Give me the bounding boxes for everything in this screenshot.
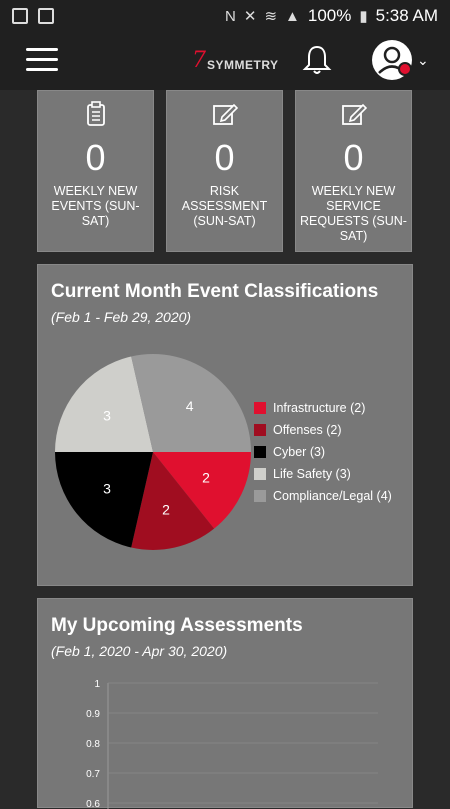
clock: 5:38 AM (375, 6, 438, 25)
tile-weekly-new-service-requests[interactable] (295, 90, 412, 252)
legend-item[interactable] (254, 397, 392, 419)
mute-icon: ✕ (243, 8, 257, 25)
card-subtitle: (Feb 1, 2020 - Apr 30, 2020) (51, 643, 228, 659)
tile-risk-assessment[interactable] (166, 90, 283, 252)
legend-label: Cyber (3) (273, 445, 326, 459)
legend-item[interactable] (254, 441, 392, 463)
y-tick-label: 1 (94, 679, 100, 690)
signal-icon: ▲ (285, 7, 300, 25)
wifi-icon: ≋ (264, 8, 278, 25)
dashboard (0, 90, 450, 809)
legend-swatch (254, 490, 266, 502)
legend-label: Life Safety (3) (273, 467, 351, 481)
legend-label: Offenses (2) (273, 423, 342, 437)
app-header (0, 32, 450, 90)
pie-value-label: 3 (103, 407, 111, 424)
tile-count: 0 (343, 137, 364, 178)
pie-chart[interactable] (48, 347, 258, 557)
event-classifications-card (37, 264, 413, 586)
legend-label: Infrastructure (2) (273, 401, 366, 415)
status-left (12, 8, 54, 24)
logo (192, 50, 279, 72)
notification-dot (398, 62, 412, 76)
y-tick-label: 0.8 (86, 739, 100, 750)
legend-item[interactable] (254, 485, 392, 507)
chart-legend (254, 397, 392, 507)
pie-value-label: 2 (202, 469, 210, 486)
card-title: Current Month Event Classifications (51, 281, 379, 302)
tile-label: WEEKLY NEW SERVICE REQUESTS (SUN-SAT) (300, 184, 407, 243)
legend-swatch (254, 468, 266, 480)
tile-count: 0 (214, 137, 235, 178)
status-right (225, 6, 438, 26)
clipboard-icon (85, 101, 107, 127)
legend-label: Compliance/Legal (4) (273, 489, 392, 503)
legend-swatch (254, 446, 266, 458)
tile-label: WEEKLY NEW EVENTS (SUN-SAT) (51, 184, 140, 228)
battery-text: 100% (307, 6, 352, 25)
y-tick-label: 0.7 (86, 769, 100, 780)
chevron-down-icon[interactable]: ⌄ (417, 52, 429, 68)
card-subtitle: (Feb 1 - Feb 29, 2020) (51, 309, 192, 325)
edit-icon (212, 101, 238, 127)
legend-item[interactable] (254, 463, 392, 485)
logo-text: SYMMETRY (207, 58, 279, 72)
gallery-icon (12, 8, 28, 24)
assessments-chart (38, 669, 388, 809)
upcoming-assessments-card (37, 598, 413, 808)
pie-value-label: 3 (103, 480, 111, 497)
pie-value-label: 4 (185, 398, 194, 415)
legend-swatch (254, 424, 266, 436)
tile-label: RISK ASSESSMENT (SUN-SAT) (181, 184, 268, 228)
status-bar (0, 0, 450, 32)
calendar-icon (38, 8, 54, 24)
y-tick-label: 0.6 (86, 799, 100, 809)
logo-mark: 7 (192, 48, 206, 73)
card-title: My Upcoming Assessments (51, 615, 303, 636)
edit-icon (341, 101, 367, 127)
menu-icon[interactable] (26, 48, 58, 72)
nfc-icon: N (225, 7, 236, 25)
bell-icon[interactable] (302, 44, 332, 76)
legend-item[interactable] (254, 419, 392, 441)
pie-value-label: 2 (162, 501, 170, 518)
tile-weekly-new-events[interactable] (37, 90, 154, 252)
legend-swatch (254, 402, 266, 414)
tile-count: 0 (85, 137, 106, 178)
battery-icon: ▮ (359, 8, 368, 25)
y-tick-label: 0.9 (86, 709, 100, 720)
